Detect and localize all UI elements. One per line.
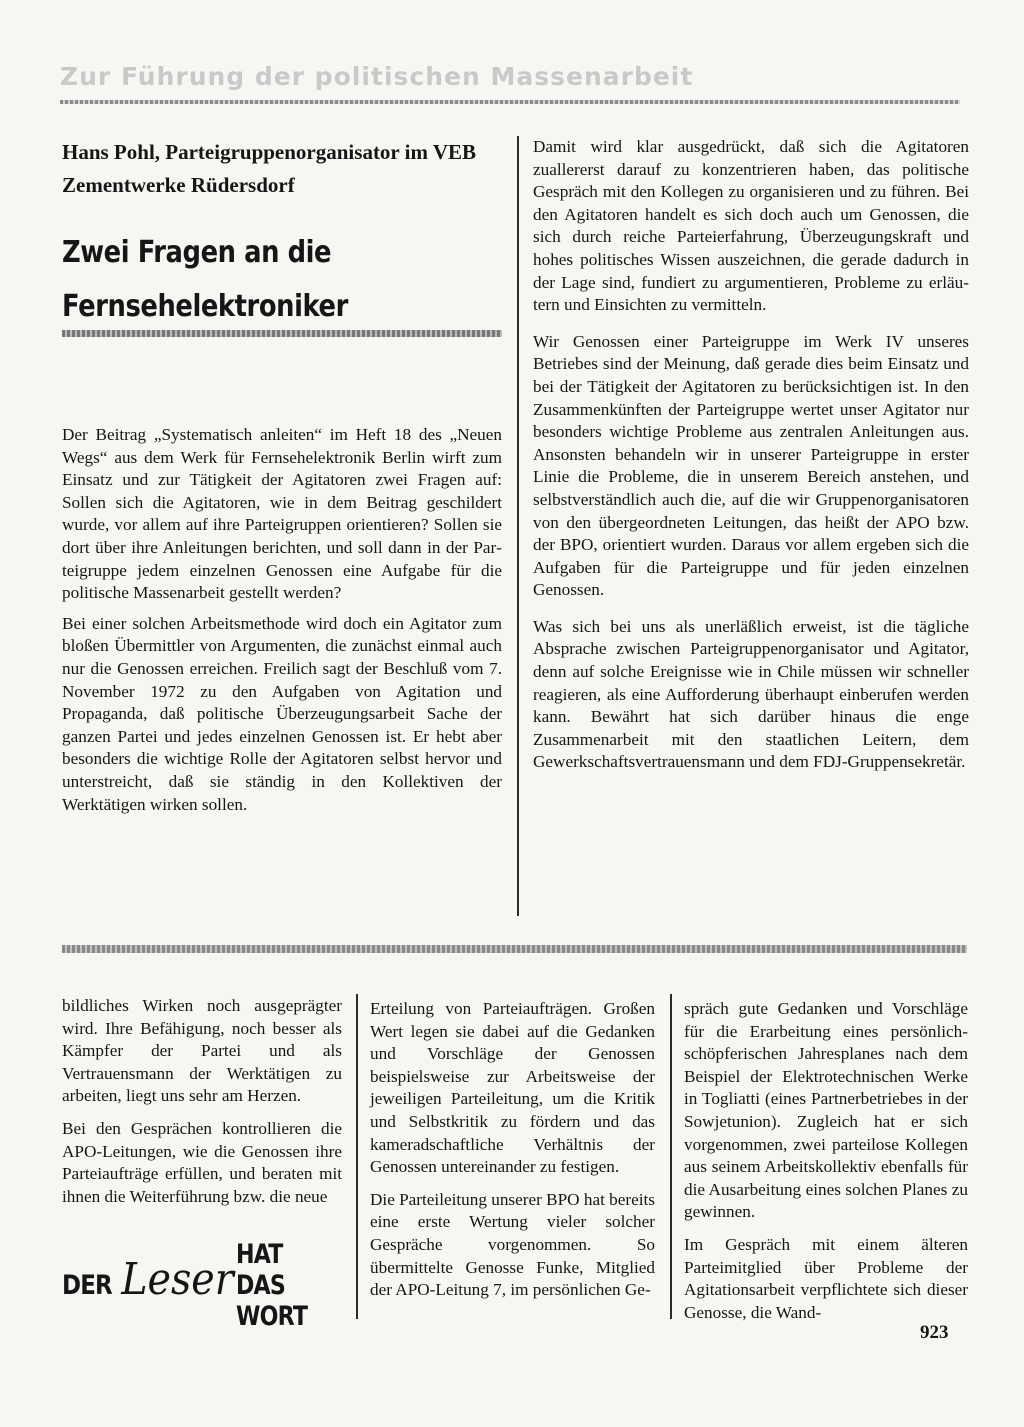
paragraph: Wir Genossen einer Parteigruppe im Werk IV unseres Betriebes sind der Meinung, daß gerade dies beim Einsatz und bei der Tätigkeit der Agitatoren zu berücksichtigen ist. In den Zusammenkünften der Parteigruppe wertet unser Agitator nur besonders wichtige Probleme aus zentralen Anleitungen aus. Ansonsten behandeln wir in unserer Parteigruppe in erster Linie die Probleme, die in unserem Bereich anstehen, und selbstverständlich auch die, auf die wir Gruppenorganisatoren von den übergeordneten Leitungen, das heißt der APO bzw. der BPO, orientiert wurden. Daraus vor allem ergeben sich die Aufgaben für die Parteigruppe und für jeden einzelnen Genossen. (533, 331, 969, 600)
der-leser-hat-das-wort-logo (62, 1238, 342, 1332)
title-rule (62, 330, 502, 337)
header-rule (60, 100, 960, 104)
column-divider-bottom-2 (670, 994, 672, 1319)
paragraph: Bei einer solchen Arbeitsmethode wird doch ein Agitator zum bloßen Übermittler von Argumenten, die zunächst einmal auch nur die Genossen erreichen. Freilich sagt der Beschluß vom 7. November 1972 zu den Aufgaben von Agitation und Propaganda, daß politische Überzeugungsarbeit Sache der ganzen Partei und jedes einzelnen Genossen ist. Er hebt aber besonders die wichtige Rolle der Agitatoren selbst hervor und unterstreicht, daß sie ständig in den Kollektiven der Werktätigen wirken sollen. (62, 613, 502, 814)
paragraph: Bei den Gesprächen kontrollieren die APO-Leitungen, wie die Genossen ihre Parteiaufträge erfüllen, und beraten mit ihnen die Weiterführung bzw. die neue (62, 1118, 342, 1206)
article-author: Hans Pohl, Parteigruppenorganisator im VEB Zementwerke Rüdersdorf (62, 140, 477, 197)
paragraph: bildliches Wirken noch ausgeprägter wird. Ihre Befähigung, noch besser als Kämpfer der Partei und als Vertrauensmann der Werktätigen zu arbeiten, liegt uns sehr am Herzen. (62, 996, 342, 1106)
logo-part-hat-das-wort: HAT DAS WORT (235, 1238, 307, 1332)
article-title-line1: Zwei Fragen an die (62, 235, 332, 270)
logo-script-leser: Leser (120, 1253, 234, 1305)
paragraph: Was sich bei uns als unerläßlich erweist, ist die tägliche Absprache zwischen Parteigruppenorganisator und Agitator, denn auf solche Ereignisse wie in Chile müssen wir schneller reagieren, als eine Aufforderung überhaupt einberufen werden kann. Bewährt hat sich darüber hinaus die enge Zusammenarbeit mit den staatlichen Leitern, dem Gewerkschaftsvertrauensmann und dem FDJ-Gruppensekretär. (533, 616, 969, 772)
bottom-column-2 (370, 998, 655, 1302)
column-divider-top (517, 136, 519, 916)
article-title-line2: Fernsehelektroniker (62, 289, 348, 324)
paragraph: Erteilung von Parteiaufträgen. Großen Wert legen sie dabei auf die Gedanken und Vorschläge der Genossen beispielsweise zur Arbeitsweise der jeweiligen Parteileitung, um die Kritik und Selbstkritik zu fördern und das kameradschaftliche Verhältnis der Genossen untereinander zu festigen. (370, 999, 655, 1177)
section-divider-rule (62, 945, 967, 953)
paragraph: Der Beitrag „Systematisch anleiten“ im Heft 18 des „Neuen Wegs“ aus dem Werk für Fernsehelektronik Berlin wirft zum Einsatz und zur Tätigkeit der Agitatoren zwei Fragen auf: Sollen sich die Agitatoren, wie in dem Beitrag geschildert wurde, vor allem auf ihre Parteigruppen orientieren? Sollen sie dort über ihre Anleitungen berichten, und soll dann in der Parteigruppe jedem einzelnen Genossen eine Aufgabe für die politische Massenarbeit gestellt werden? (62, 425, 502, 603)
paragraph: Die Parteileitung unserer BPO hat bereits eine erste Wertung vieler solcher Gespräche vorgenommen. So übermittelte Genosse Funke, Mitglied der APO-Leitung 7, im persönlichen Ge- (370, 1189, 655, 1300)
page-number: 923 (920, 1322, 949, 1343)
logo-part-der: DER (62, 1269, 112, 1301)
article-title (62, 226, 440, 334)
bottom-column-3 (684, 998, 968, 1324)
column-divider-bottom-1 (356, 994, 358, 1319)
bottom-column-1 (62, 995, 342, 1208)
section-header: Zur Führung der politischen Massenarbeit (60, 62, 694, 91)
paragraph: Im Gespräch mit einem älteren Parteimitglied über Probleme der Agitationsarbeit verpflichtete sich dieser Genosse, die Wand- (684, 1234, 968, 1322)
article-left-column (62, 424, 502, 816)
paragraph: spräch gute Gedanken und Vorschläge für die Erarbeitung eines persönlich-schöpferischen Jahresplanes nach dem Beispiel der Elektrotechnischen Werke in Togliatti (eines Partnerbetriebes in der Sowjetunion). Zugleich hat er sich vorgenommen, zwei parteilose Kollegen aus seinem Arbeitskollektiv ebenfalls für die Ausarbeitung eines solchen Planes zu gewinnen. (684, 999, 968, 1222)
article-right-column (533, 136, 969, 774)
paragraph: Damit wird klar ausgedrückt, daß sich die Agitatoren zuallererst darauf zu konzentrieren haben, das politische Gespräch mit den Kollegen zu organisieren und zu führen. Bei den Agitatoren handelt es sich doch auch um Genossen, die sich durch reiche Parteierfahrung, Überzeugungskraft und hohes politisches Wissen auszeichnen, die gerade dadurch in der Lage sind, fundiert zu argumentieren, Probleme zu erläutern und Einsichten zu vermitteln. (533, 137, 969, 315)
